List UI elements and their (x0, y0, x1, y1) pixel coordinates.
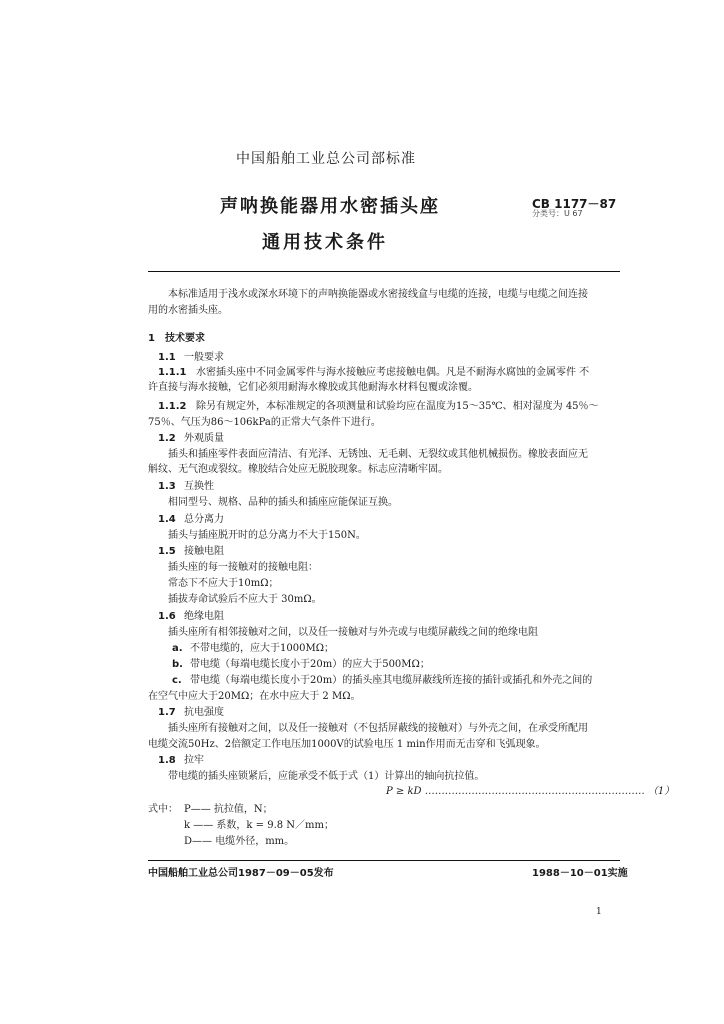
clause-title: 抗电强度 (184, 707, 224, 718)
list-text: 带电缆（每端电缆长度小于20m）的应大于500MΩ； (190, 659, 430, 670)
list-text: 在空气中应大于20MΩ；在水中应大于 2 MΩ。 (148, 691, 361, 702)
clause-text: 插拔寿命试验后不应大于 30mΩ。 (168, 594, 322, 605)
variable-definition: k —— 系数，k = 9.8 N／mm； (184, 820, 335, 831)
document-title-line1: 声呐换能器用水密插头座 (220, 196, 440, 217)
clause-number: 1.6 (158, 611, 176, 622)
clause-title: 总分离力 (184, 514, 224, 525)
clause-title: 一般要求 (184, 352, 224, 363)
issue-date: 中国船舶工业总公司1987－09－05发布 (148, 868, 334, 879)
clause-text: 除另有规定外，本标准规定的各项测量和试验均应在温度为15～35℃、相对湿度为 45％～ (196, 401, 599, 412)
clause-number: 1.3 (158, 481, 176, 492)
clause-number: 1.7 (158, 707, 176, 718)
organization-name: 中国船舶工业总公司部标准 (236, 151, 416, 167)
clause-title: 互换性 (184, 481, 214, 492)
clause-text: 插头和插座零件表面应清洁、有光泽、无锈蚀、无毛刺、无裂纹或其他机械损伤。橡胶表面应无 (168, 449, 588, 460)
clause-text: 插头座的每一接触对的接触电阻： (168, 562, 318, 573)
clause-text: 插头座所有相邻接触对之间，以及任一接触对与外壳或与电缆屏蔽线之间的绝缘电阻 (168, 627, 538, 638)
clause-text: 插头座所有接触对之间，以及任一接触对（不包括屏蔽线的接触对）与外壳之间，在承受所配用 (168, 723, 588, 734)
clause-text: 相同型号、规格、品种的插头和插座应能保证互换。 (168, 497, 398, 508)
variable-definition: P—— 抗拉值，N； (184, 804, 273, 815)
intro-line1: 本标准适用于浅水或深水环境下的声呐换能器或水密接线盒与电缆的连接，电缆与电缆之间连接 (168, 289, 588, 300)
header-divider (148, 271, 620, 272)
clause-text: 插头与插座脱开时的总分离力不大于150N。 (168, 530, 366, 541)
clause-number: 1.1.1 (158, 367, 187, 378)
clause-text: 水密插头座中不同金属零件与海水接触应考虑接触电偶。凡是不耐海水腐蚀的金属零件 不 (196, 367, 590, 378)
clause-title: 拉牢 (184, 755, 204, 766)
list-label: a. (172, 643, 183, 654)
clause-title: 接触电阻 (184, 546, 224, 557)
formula: P ≥ kD ………………………………………………………… （1） (386, 786, 675, 797)
standard-code: CB 1177－87 (532, 197, 617, 211)
clause-text: 电缆交流50Hz、2倍额定工作电压加1000V的试验电压 1 min作用而无击穿和飞弧现象。 (148, 739, 546, 750)
clause-text: 75％、气压为86～106kPa的正常大气条件下进行。 (148, 417, 381, 428)
clause-text: 斛纹、无气泡或裂纹。橡胶结合处应无脱胶现象。标志应清晰牢固。 (148, 464, 448, 475)
classification-number: 分类号：U 67 (532, 209, 583, 218)
clause-text: 带电缆的插头座锁紧后，应能承受不低于式（1）计算出的轴向抗拉值。 (168, 771, 485, 782)
clause-number: 1.8 (158, 755, 176, 766)
clause-number: 1.1.2 (158, 401, 187, 412)
clause-number: 1.2 (158, 433, 176, 444)
clause-number: 1.1 (158, 352, 176, 363)
effective-date: 1988－10－01实施 (532, 868, 628, 879)
where-label: 式中： (148, 804, 178, 815)
clause-title: 绝缘电阻 (184, 611, 224, 622)
footer-divider (148, 860, 620, 861)
section-heading: 1 技术要求 (148, 333, 205, 344)
variable-definition: D—— 电缆外径，mm。 (184, 836, 295, 847)
list-label: b. (172, 659, 183, 670)
clause-title: 外观质量 (184, 433, 224, 444)
clause-text: 许直接与海水接触，它们必须用耐海水橡胶或其他耐海水材料包覆或涂覆。 (148, 382, 478, 393)
list-text: 带电缆（每端电缆长度小于20m）的插头座其电缆屏蔽线所连接的插针或插孔和外壳之间的 (190, 675, 593, 686)
intro-line2: 用的水密插头座。 (148, 305, 228, 316)
clause-text: 常态下不应大于10mΩ； (168, 578, 279, 589)
list-text: 不带电缆的，应大于1000MΩ； (190, 643, 334, 654)
document-title-line2: 通用技术条件 (262, 232, 388, 253)
clause-number: 1.5 (158, 546, 176, 557)
clause-number: 1.4 (158, 514, 176, 525)
list-label: c. (172, 675, 182, 686)
page-number: 1 (596, 907, 602, 917)
